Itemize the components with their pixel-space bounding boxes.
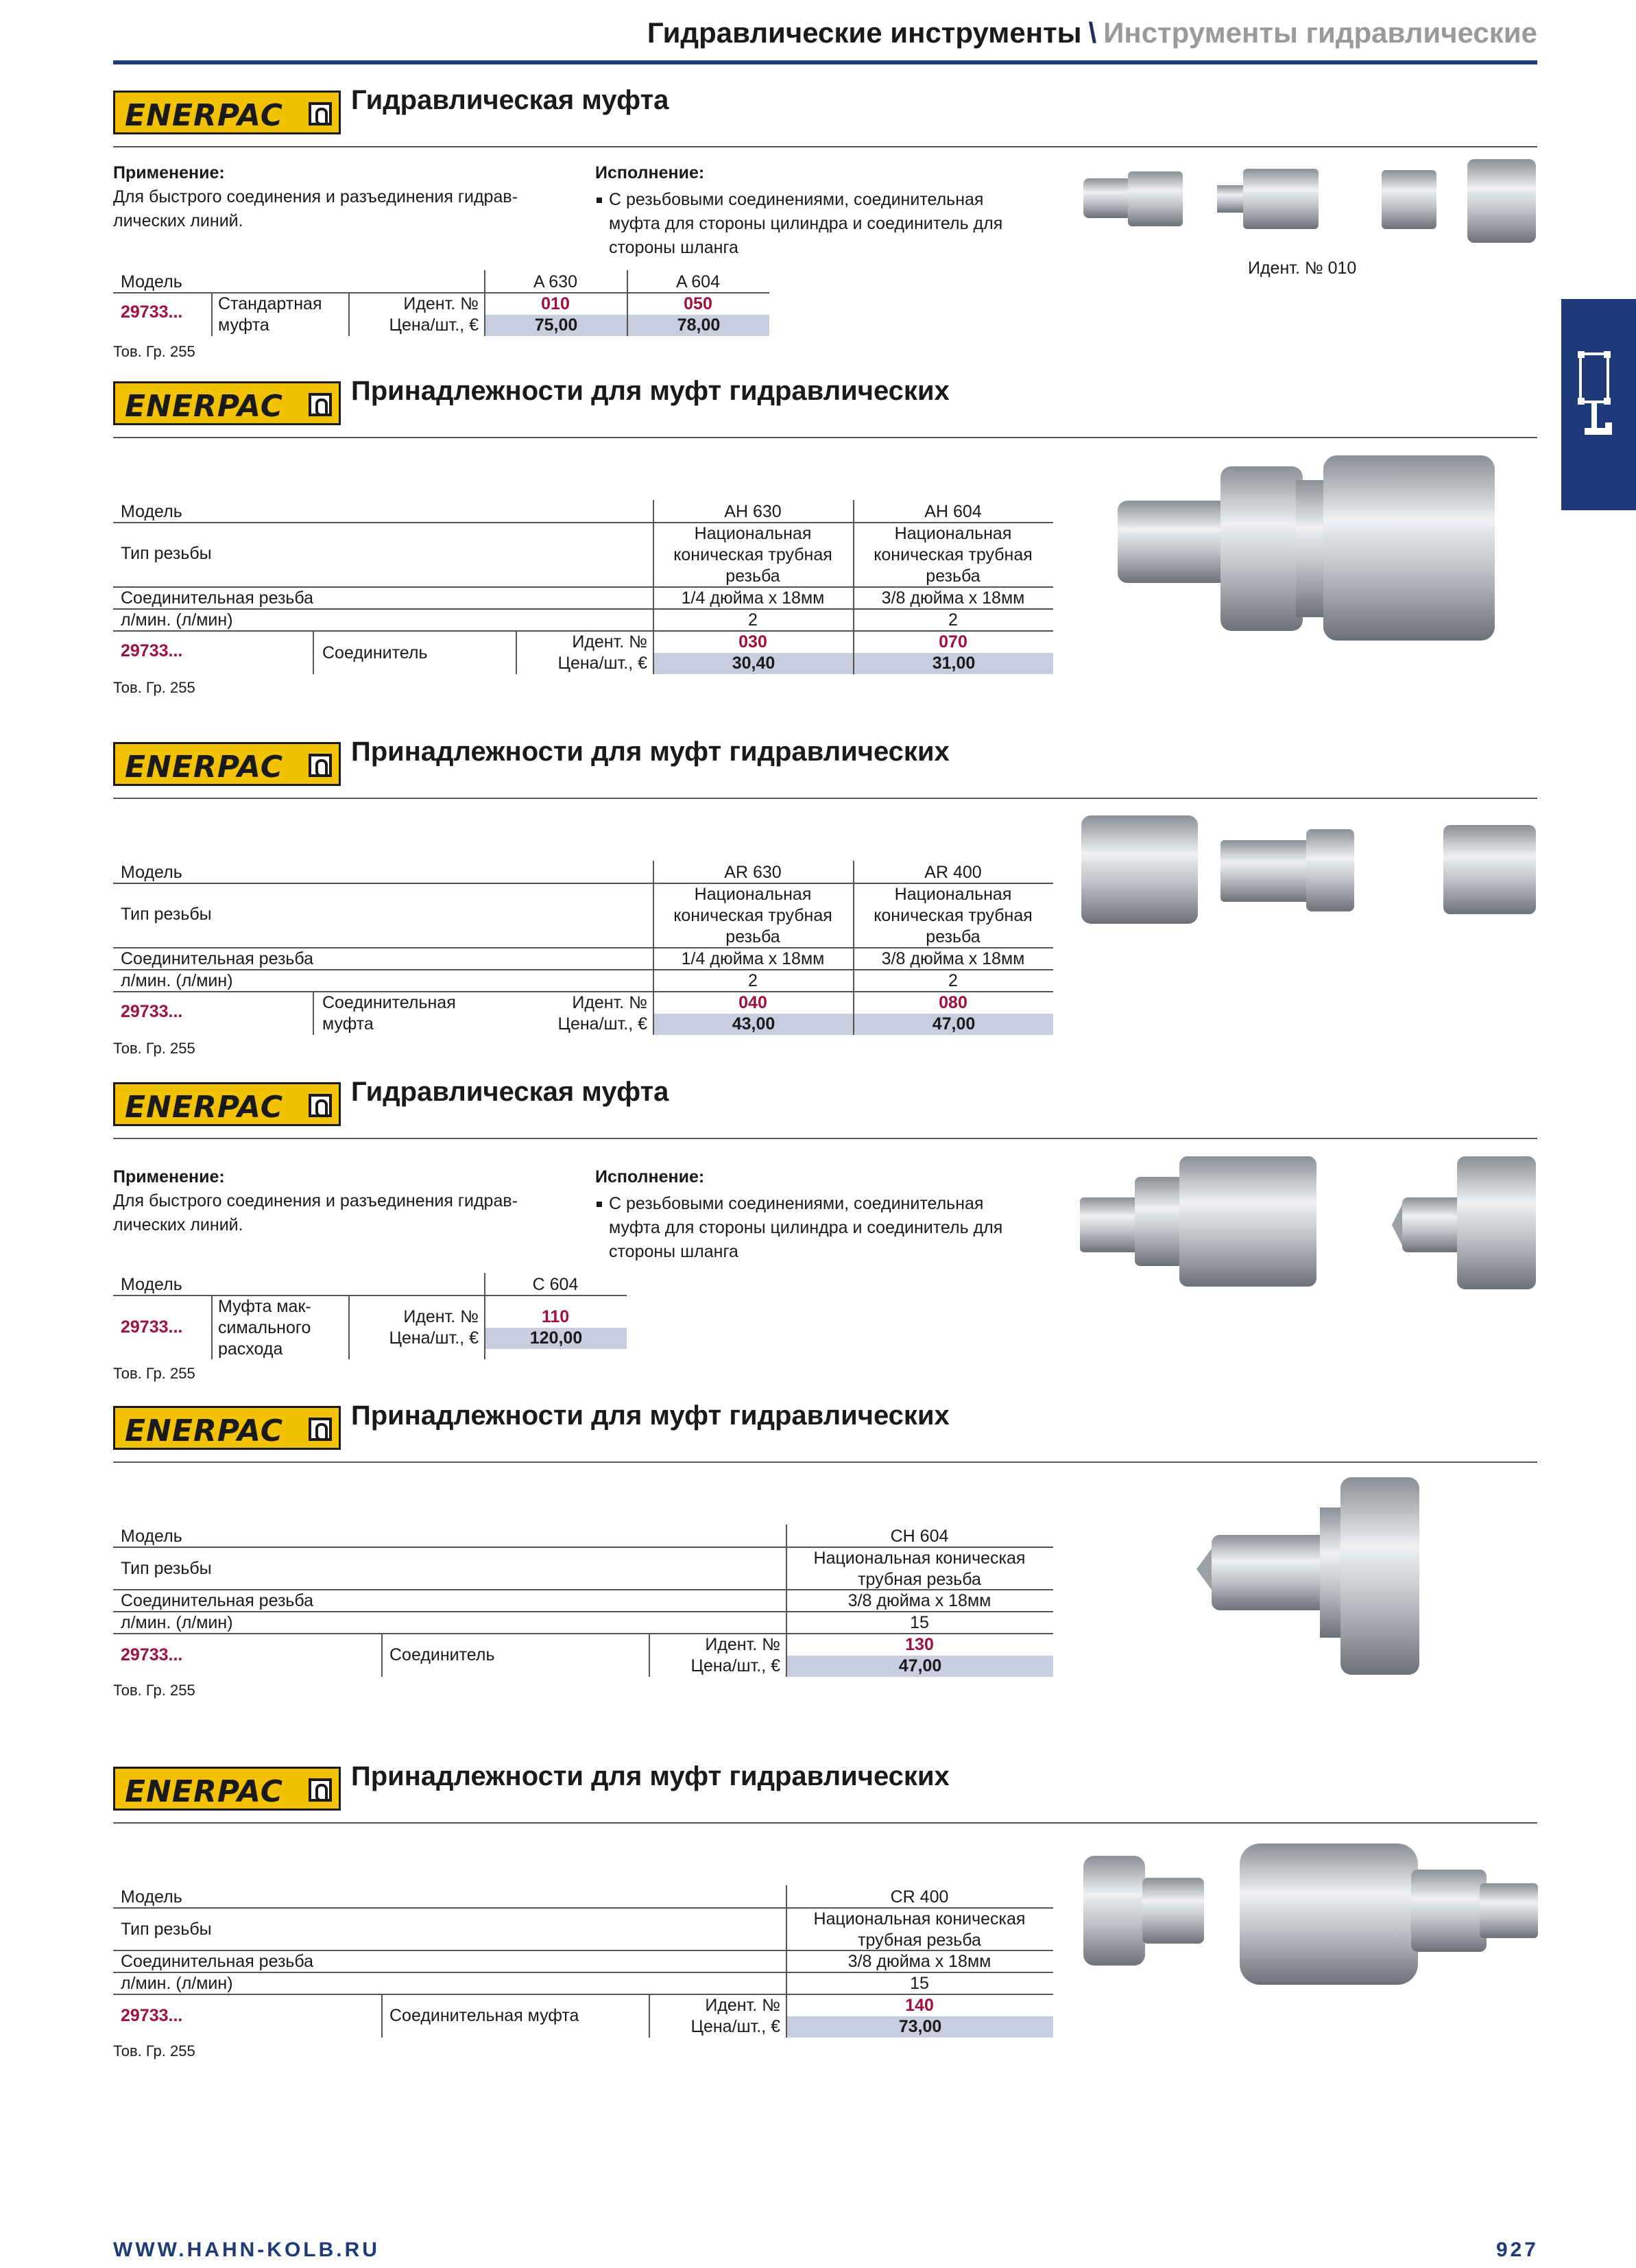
thread-type-value: трубная резьба — [858, 1570, 981, 1589]
thread-type-value: резьба — [725, 566, 780, 586]
image-caption: Идент. № 010 — [1248, 259, 1357, 278]
product-group: Тов. Гр. 255 — [113, 1040, 195, 1057]
section-rule — [113, 1822, 1537, 1824]
price-value: 43,00 — [654, 1014, 853, 1035]
enerpac-logo: ENERPAC — [113, 1406, 341, 1450]
ident-label: Идент. № — [705, 1635, 780, 1654]
price-label: Цена/шт., € — [690, 2017, 780, 2036]
ident-value: 130 — [905, 1635, 934, 1654]
header-subtitle: Инструменты гидравлические — [1103, 16, 1537, 49]
desc-line2: симального — [218, 1318, 311, 1337]
section-title: Принадлежности для муфт гидравлических — [351, 1761, 950, 1791]
execution-text-line2: муфта для стороны цилиндра и соединитель для — [609, 214, 1003, 233]
flow-value: 2 — [748, 971, 758, 990]
enerpac-logo: ENERPAC — [113, 742, 341, 786]
application-text-line1: Для быстрого соединения и разъединения гидрав- — [113, 187, 518, 206]
conn-thread-value: 3/8 дюйма x 18мм — [847, 1591, 991, 1610]
model-ar400: AR 400 — [924, 863, 982, 882]
execution-text-line1: С резьбовыми соединениями, соединительная — [597, 188, 983, 212]
ident-label: Идент. № — [705, 1996, 780, 2015]
model-ah630: AH 630 — [724, 502, 782, 521]
conn-thread-value: 3/8 дюйма x 18мм — [881, 588, 1025, 608]
flow-label: л/мин. (л/мин) — [121, 971, 233, 990]
application-text-line2: лических линий. — [113, 1215, 243, 1234]
application-text-line1: Для быстрого соединения и разъединения гидрав- — [113, 1191, 518, 1210]
connector-image — [1118, 446, 1502, 652]
price-value: 47,00 — [854, 1014, 1053, 1035]
ident-value: 030 — [738, 632, 767, 652]
model-cr400: CR 400 — [890, 1887, 949, 1907]
thread-type-value: Национальная — [894, 885, 1012, 904]
model-label: Модель — [121, 272, 182, 291]
desc: Соединитель — [389, 1645, 495, 1664]
model-c604: C 604 — [532, 1275, 579, 1294]
article-prefix: 29733... — [121, 1002, 183, 1021]
section-title: Принадлежности для муфт гидравлических — [351, 1400, 950, 1431]
desc-line2: муфта — [218, 315, 269, 335]
section-title: Принадлежности для муфт гидравлических — [351, 376, 950, 406]
hydraulic-tool-icon — [1575, 347, 1623, 457]
thread-type-value: трубная резьба — [858, 1931, 981, 1950]
model-label: Модель — [121, 1887, 182, 1907]
conn-thread-label: Соединительная резьба — [121, 1952, 314, 1971]
ident-value: 110 — [541, 1307, 570, 1326]
desc-line1: Муфта мак- — [218, 1297, 311, 1316]
model-label: Модель — [121, 1527, 182, 1546]
thread-type-value: коническая трубная — [673, 906, 832, 925]
article-prefix: 29733... — [121, 2006, 183, 2025]
thread-type-value: Национальная коническая — [813, 1909, 1026, 1929]
desc-line1: Стандартная — [218, 294, 322, 313]
enerpac-logo: ENERPAC — [113, 1082, 341, 1126]
thread-type-value: резьба — [926, 566, 981, 586]
thread-type-value: Национальная коническая — [813, 1549, 1026, 1568]
section-rule — [113, 1461, 1537, 1463]
product-group: Тов. Гр. 255 — [113, 2042, 195, 2060]
conn-thread-label: Соединительная резьба — [121, 1591, 314, 1610]
ident-value: 010 — [541, 294, 570, 313]
page-header — [647, 16, 1537, 49]
price-label: Цена/шт., € — [557, 654, 647, 673]
price-value: 30,40 — [654, 653, 853, 674]
thread-type-value: коническая трубная — [874, 545, 1033, 564]
desc: Соединительная муфта — [389, 2006, 579, 2025]
conn-thread-value: 1/4 дюйма x 18мм — [681, 949, 825, 968]
ident-label: Идент. № — [572, 632, 647, 652]
price-value: 120,00 — [485, 1328, 627, 1349]
model-ch604: CH 604 — [890, 1527, 949, 1546]
price-label: Цена/шт., € — [557, 1014, 647, 1034]
ident-value: 140 — [905, 1996, 934, 2015]
header-separator: \ — [1088, 16, 1097, 49]
model-label: Модель — [121, 863, 182, 882]
price-label: Цена/шт., € — [690, 1656, 780, 1675]
price-value: 47,00 — [787, 1656, 1053, 1677]
ident-value: 050 — [684, 294, 712, 313]
model-label: Модель — [121, 1275, 182, 1294]
header-rule — [113, 60, 1537, 64]
price-value: 73,00 — [787, 2016, 1053, 2038]
ident-value: 080 — [939, 993, 967, 1012]
connector-image — [1196, 1473, 1423, 1679]
ident-label: Идент. № — [572, 993, 647, 1012]
page-number: 927 — [1495, 2239, 1539, 2261]
coupling-parts-image — [1080, 813, 1539, 929]
enerpac-logo: ENERPAC — [113, 1767, 341, 1811]
section-title: Гидравлическая муфта — [351, 1077, 669, 1107]
ident-value: 040 — [738, 993, 767, 1012]
article-prefix: 29733... — [121, 1317, 183, 1337]
flow-value: 15 — [910, 1613, 929, 1632]
thread-type-label: Тип резьбы — [121, 1559, 212, 1578]
conn-thread-label: Соединительная резьба — [121, 949, 314, 968]
ident-value: 070 — [939, 632, 967, 652]
model-label: Модель — [121, 502, 182, 521]
execution-text-line3: стороны шланга — [609, 1242, 738, 1261]
flow-value: 2 — [948, 971, 958, 990]
model-a630: A 630 — [533, 272, 577, 291]
article-prefix: 29733... — [121, 302, 183, 322]
application-label: Применение: — [113, 1167, 225, 1186]
model-ah604: AH 604 — [924, 502, 982, 521]
desc-line3: расхода — [218, 1339, 283, 1359]
coupling-image — [1080, 1149, 1539, 1293]
flow-label: л/мин. (л/мин) — [121, 1974, 233, 1993]
thread-type-value: резьба — [725, 927, 780, 946]
application-text-line2: лических линий. — [113, 211, 243, 230]
section-rule — [113, 146, 1537, 147]
section-rule — [113, 437, 1537, 438]
product-group: Тов. Гр. 255 — [113, 1365, 195, 1382]
footer-website-link[interactable]: WWW.HAHN-KOLB.RU — [113, 2239, 380, 2261]
thread-type-value: резьба — [926, 927, 981, 946]
section-rule — [113, 1138, 1537, 1139]
model-ar630: AR 630 — [724, 863, 782, 882]
thread-type-value: Национальная — [694, 885, 812, 904]
execution-text-line2: муфта для стороны цилиндра и соединитель для — [609, 1218, 1003, 1237]
flow-label: л/мин. (л/мин) — [121, 1613, 233, 1632]
flow-label: л/мин. (л/мин) — [121, 610, 233, 630]
section-title: Гидравлическая муфта — [351, 85, 669, 115]
article-prefix: 29733... — [121, 641, 183, 660]
ident-label: Идент. № — [403, 294, 479, 313]
execution-label: Исполнение: — [595, 1167, 705, 1186]
flow-value: 15 — [910, 1974, 929, 1993]
desc: Соединитель — [322, 643, 428, 663]
coupling-image — [1082, 1835, 1539, 1993]
header-title: Гидравлические инструменты — [647, 16, 1082, 49]
thread-type-value: коническая трубная — [673, 545, 832, 564]
price-label: Цена/шт., € — [389, 315, 479, 335]
execution-text-line1: С резьбовыми соединениями, соединительная — [597, 1192, 983, 1216]
application-label: Применение: — [113, 163, 225, 182]
enerpac-logo: ENERPAC — [113, 91, 341, 134]
desc-line1: Соединительная — [322, 993, 456, 1012]
thread-type-value: Национальная — [894, 524, 1012, 543]
desc-line2: муфта — [322, 1014, 374, 1034]
conn-thread-value: 3/8 дюйма x 18мм — [881, 949, 1025, 968]
price-value: 75,00 — [485, 315, 627, 336]
product-group: Тов. Гр. 255 — [113, 1682, 195, 1699]
enerpac-logo: ENERPAC — [113, 381, 341, 425]
article-prefix: 29733... — [121, 1645, 183, 1664]
thread-type-value: коническая трубная — [874, 906, 1033, 925]
execution-label: Исполнение: — [595, 163, 705, 182]
coupling-parts-image — [1080, 156, 1539, 246]
thread-type-label: Тип резьбы — [121, 544, 212, 563]
thread-type-label: Тип резьбы — [121, 905, 212, 924]
product-group: Тов. Гр. 255 — [113, 343, 195, 360]
price-value: 31,00 — [854, 653, 1053, 674]
price-value: 78,00 — [628, 315, 769, 336]
model-a604: A 604 — [676, 272, 720, 291]
conn-thread-label: Соединительная резьба — [121, 588, 314, 608]
ident-label: Идент. № — [403, 1307, 479, 1326]
thread-type-value: Национальная — [694, 524, 812, 543]
execution-text-line3: стороны шланга — [609, 238, 738, 257]
flow-value: 2 — [948, 610, 958, 630]
category-side-tab[interactable] — [1561, 299, 1636, 510]
flow-value: 2 — [748, 610, 758, 630]
section-title: Принадлежности для муфт гидравлических — [351, 737, 950, 767]
conn-thread-value: 1/4 дюйма x 18мм — [681, 588, 825, 608]
thread-type-label: Тип резьбы — [121, 1920, 212, 1939]
price-label: Цена/шт., € — [389, 1328, 479, 1348]
product-group: Тов. Гр. 255 — [113, 679, 195, 696]
conn-thread-value: 3/8 дюйма x 18мм — [847, 1952, 991, 1971]
section-rule — [113, 798, 1537, 799]
